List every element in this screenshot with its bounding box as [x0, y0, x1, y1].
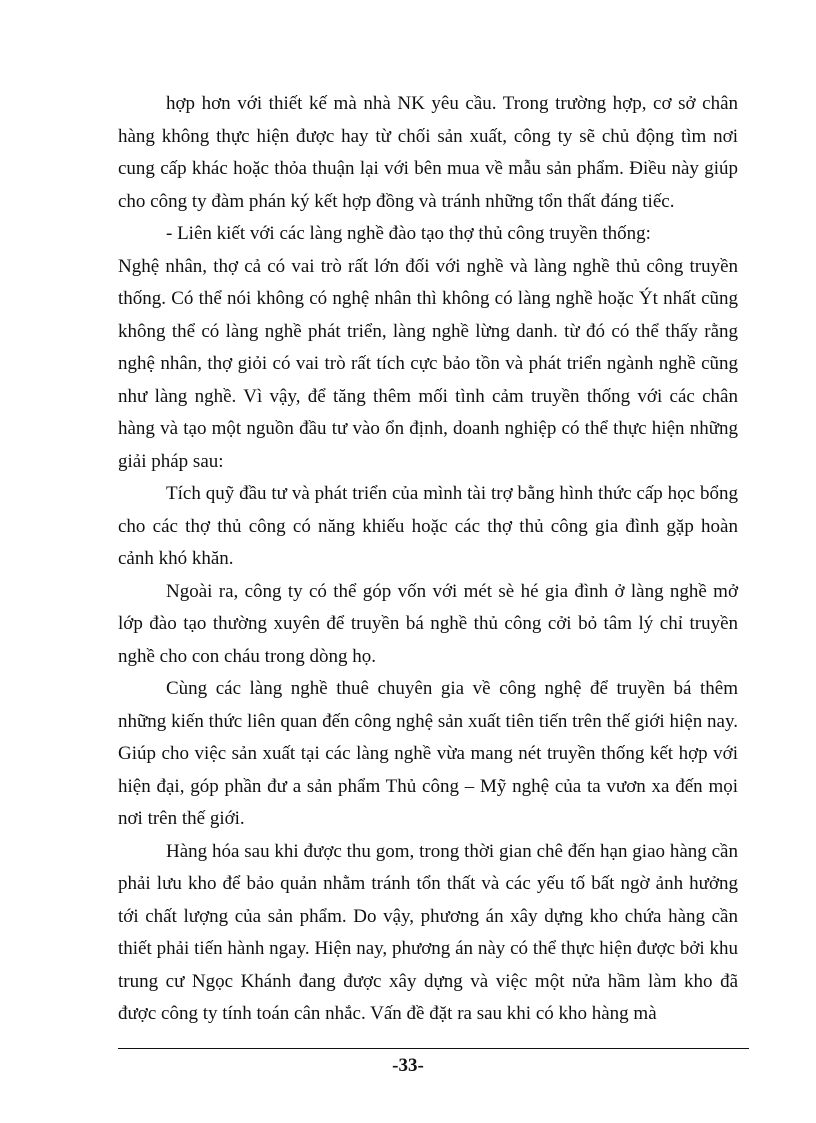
- paragraph-scholarship: Tích quỹ đầu tư và phát triển của mình tài trợ bằng hình thức cấp học bổng cho các thợ thủ công có năng khiếu hoặc các thợ thủ công gia đình gặp hoàn cảnh khó khăn.: [118, 483, 738, 569]
- paragraph-technology-experts: Cùng các làng nghề thuê chuyên gia về công nghệ để truyền bá thêm những kiến thức liên quan đến công nghệ sản xuất tiên tiến trên thế giới hiện nay. Giúp cho việc sản xuất tại các làng nghề vừa mang nét truyền thống kết hợp với hiện đại, góp phần đư a sản phẩm Thủ công – Mỹ nghệ của ta vươn xa đến mọi nơi trên thế giới.: [118, 678, 738, 829]
- page-number: -33-: [392, 1055, 424, 1076]
- footer-divider: [118, 1048, 749, 1049]
- document-body: [118, 88, 738, 1031]
- paragraph-capital-contribution: Ngoài ra, công ty có thể góp vốn với mét sè hé gia đình ở làng nghề mở lớp đào tạo thường xuyên để truyền bá nghề thủ công cởi bỏ tâm lý chỉ truyền nghề cho con cháu trong dòng họ.: [118, 580, 738, 667]
- paragraph-artisans: Nghệ nhân, thợ cả có vai trò rất lớn đối với nghề và làng nghề thủ công truyền thống. Có thể nói không có nghệ nhân thì không có làng nghề hoặc Ýt nhất cũng không thể có làng nghề phát triển, làng nghề lừng danh. từ đó có thể thấy rằng nghệ nhân, thợ giỏi có vai trò rất tích cực bảo tồn và phát triển ngành nghề cũng như làng nghề. Vì vậy, để tăng thêm mối tình cảm truyền thống với các chân hàng và tạo một nguồn đầu tư vào ổn định, doanh nghiệp có thể thực hiện những giải pháp sau:: [118, 255, 738, 472]
- paragraph-continuation: hợp hơn với thiết kế mà nhà NK yêu cầu. Trong trường hợp, cơ sở chân hàng không thực hiện được hay từ chối sản xuất, công ty sẽ chủ động tìm nơi cung cấp khác hoặc thỏa thuận lại với bên mua về mẫu sản phẩm. Điều này giúp cho công ty đàm phán ký kết hợp đồng và tránh những tổn thất đáng tiếc.: [118, 93, 738, 212]
- paragraph-warehouse: Hàng hóa sau khi được thu gom, trong thời gian chê đến hạn giao hàng cần phải lưu kho để bảo quản nhằm tránh tổn thất và các yếu tố bất ngờ ảnh hưởng tới chất lượng của sản phẩm. Do vậy, phương án xây dựng kho chứa hàng cần thiết phải tiến hành ngay. Hiện nay, phương án này có thể thực hiện được bởi khu trung cư Ngọc Khánh đang được xây dựng và việc một nửa hầm làm kho đã được công ty tính toán cân nhắc. Vấn đề đặt ra sau khi có kho hàng mà: [118, 840, 738, 1024]
- bullet-item-craft-training: - Liên kiết với các làng nghề đào tạo thợ thủ công truyền thống:: [166, 223, 651, 244]
